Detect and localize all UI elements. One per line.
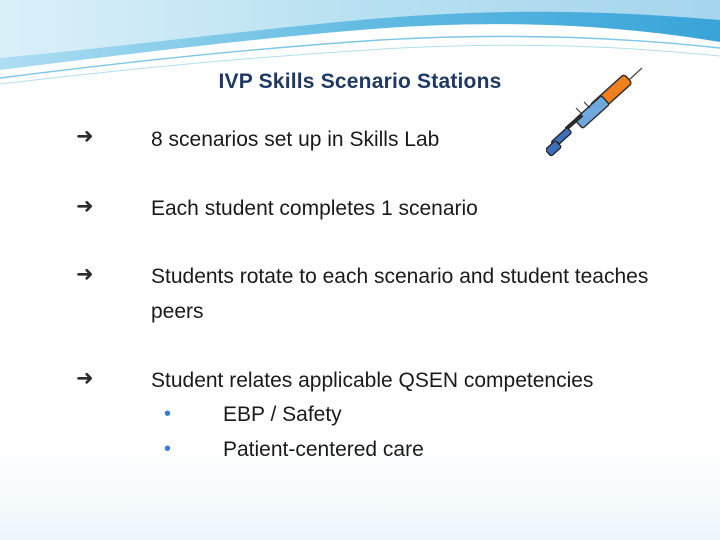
arrow-bullet-icon: ➜ — [76, 366, 94, 390]
bullet-item: Students rotate to each scenario and student teaches peers — [151, 265, 649, 323]
arrow-bullet-icon: ➜ — [76, 124, 94, 148]
arrow-bullet-icon: ➜ — [76, 194, 94, 218]
bullet-item: 8 scenarios set up in Skills Lab — [151, 128, 440, 151]
dot-bullet-icon: • — [164, 438, 172, 460]
sub-bullet-item: Patient-centered care — [223, 438, 424, 461]
sub-bullet-item: EBP / Safety — [223, 403, 342, 426]
bullet-item: Each student completes 1 scenario — [151, 197, 478, 220]
arrow-bullet-icon: ➜ — [76, 262, 94, 286]
dot-bullet-icon: • — [164, 403, 172, 425]
slide-title: IVP Skills Scenario Stations — [218, 70, 502, 93]
bullet-item: Student relates applicable QSEN competencies — [151, 369, 594, 392]
